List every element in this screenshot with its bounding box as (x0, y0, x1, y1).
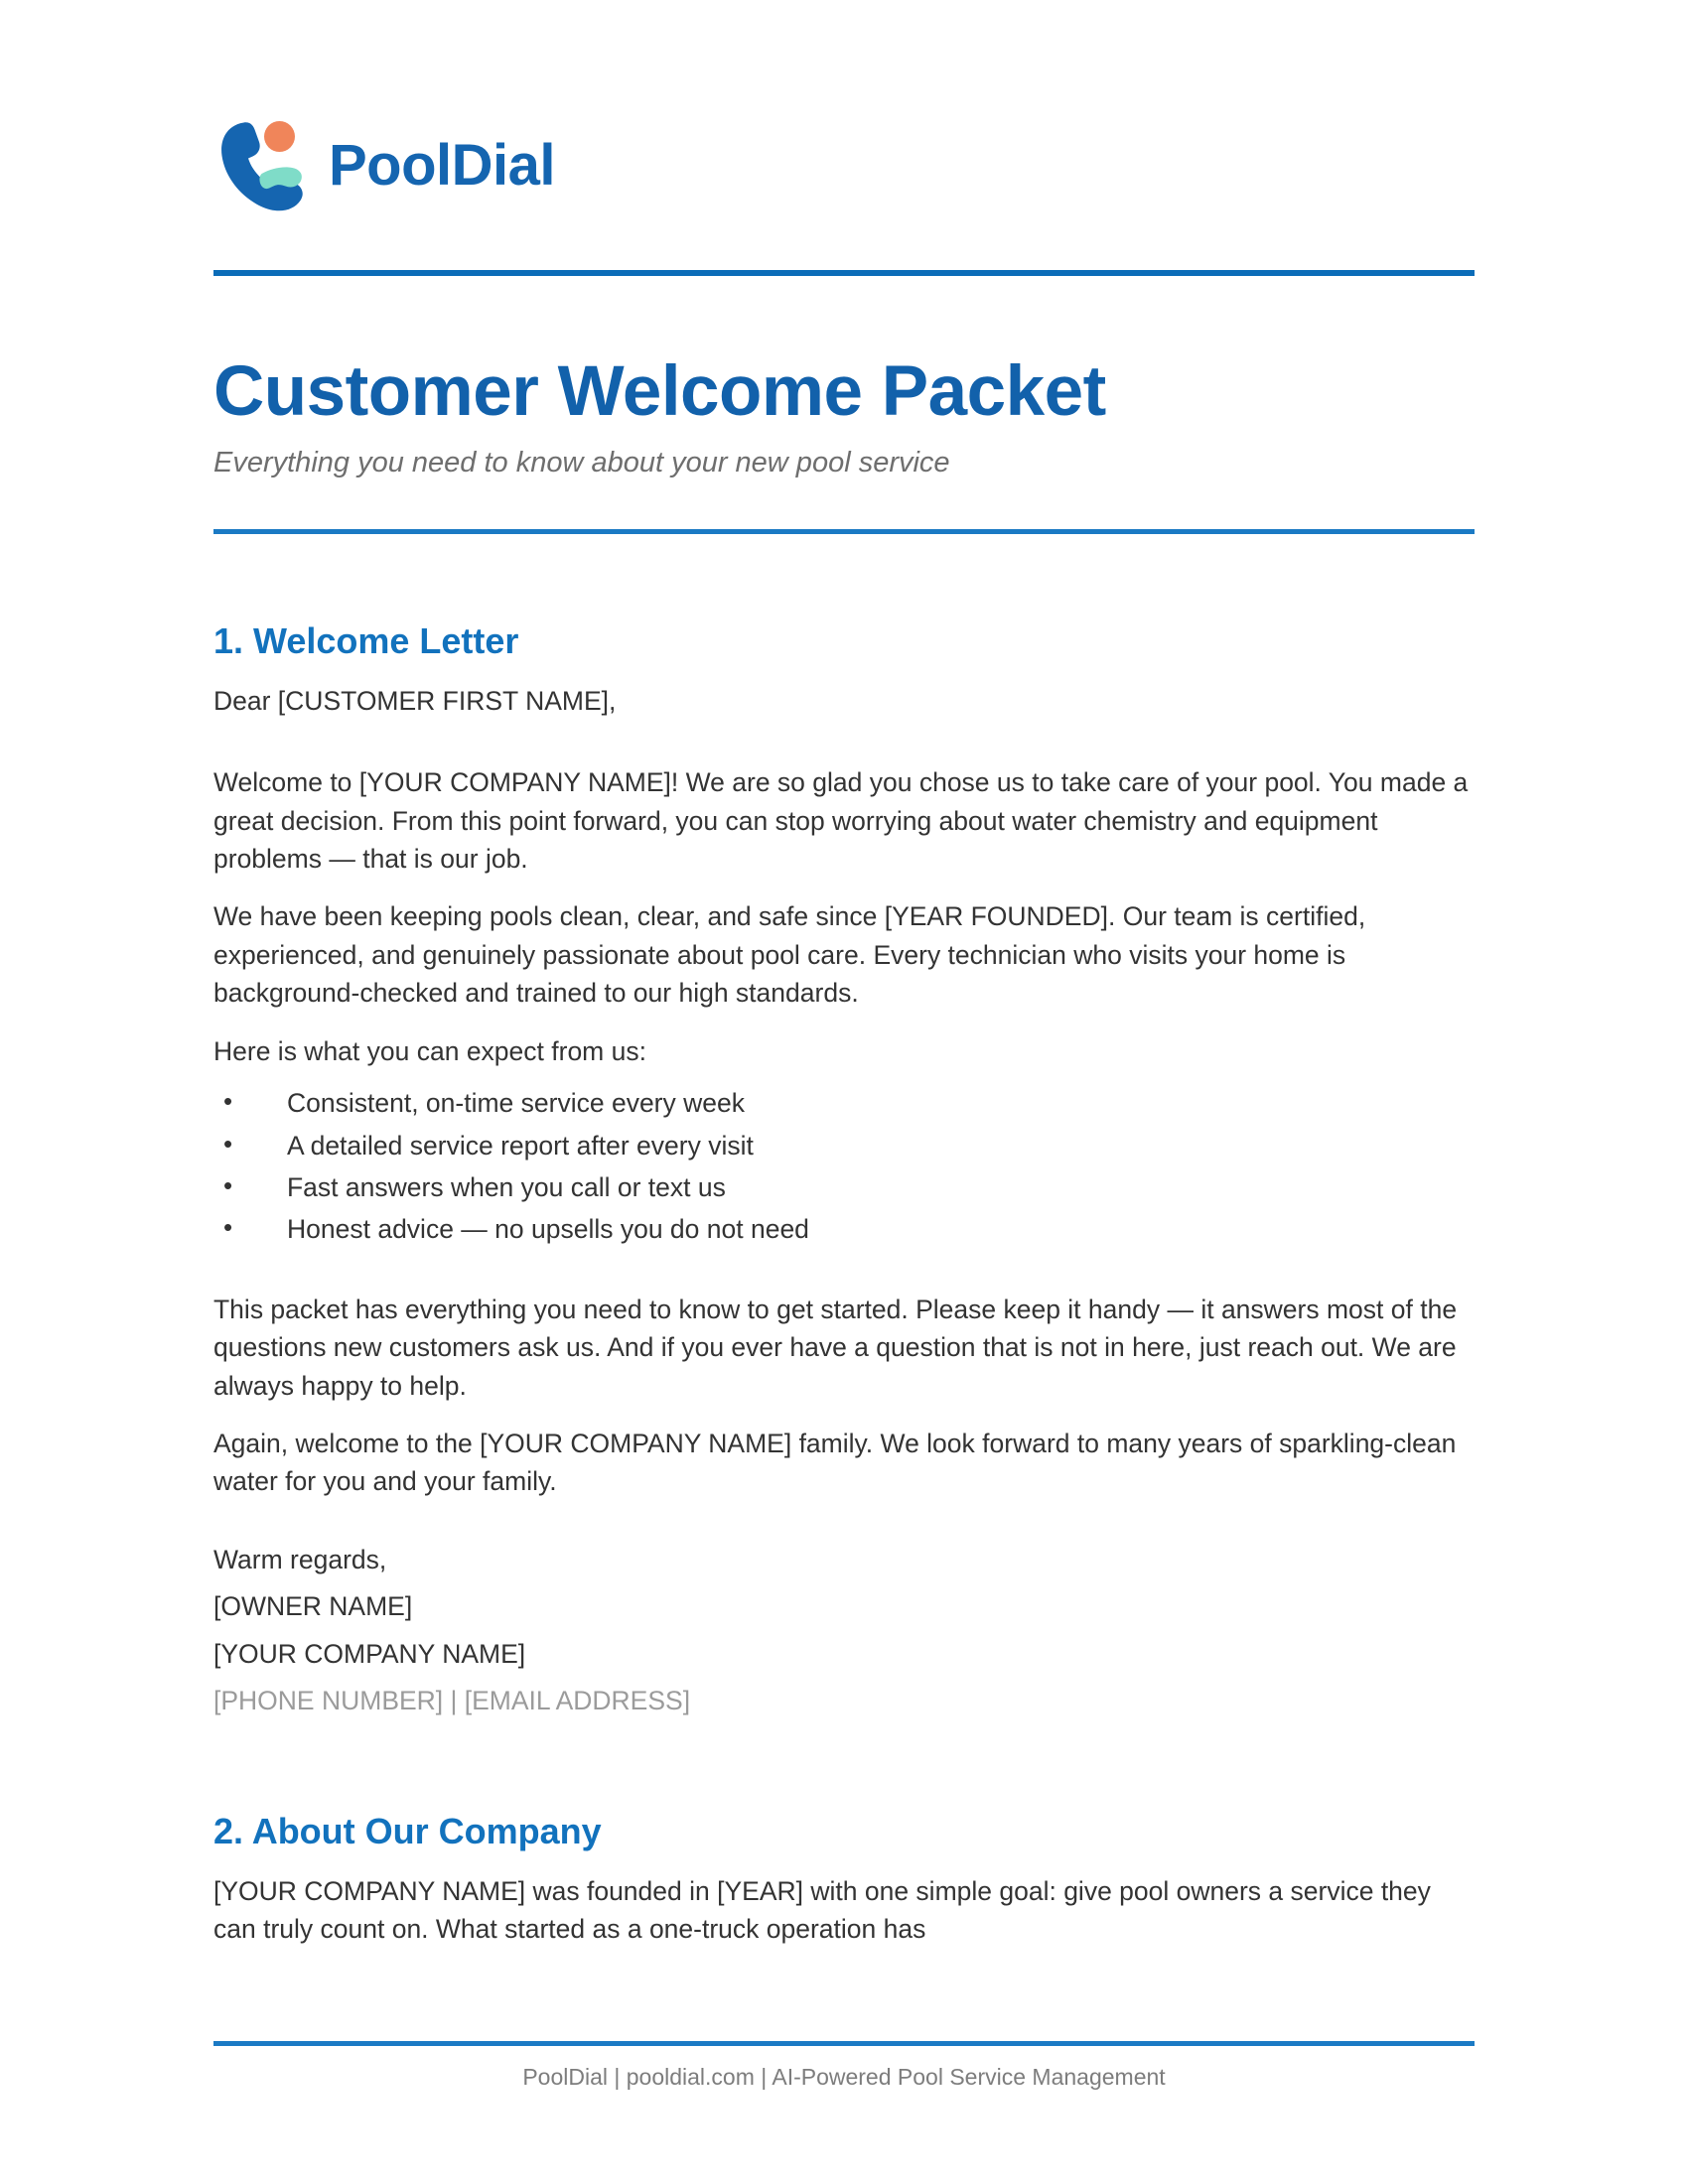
paragraph-packet: This packet has everything you need to know to get started. Please keep it handy — it answers most of the questions new customers ask us. And if you ever have a question that is not in here, just reach out. We are always happy to help. (213, 1294, 1458, 1401)
brand-logo (213, 117, 1475, 214)
signature-owner: [OWNER NAME] (213, 1591, 413, 1622)
section-about-company (213, 1718, 1475, 1949)
list-item: • A detailed service report after every visit (213, 1127, 1475, 1164)
expectations-list (213, 1084, 1475, 1249)
signature-closing: Warm regards, (213, 1544, 387, 1574)
paragraph-expect-intro: Here is what you can expect from us: (213, 1035, 646, 1066)
paragraph-again-welcome: Again, welcome to the [YOUR COMPANY NAME] family. We look forward to many years of sparkling-clean water for you and your family. (213, 1429, 1457, 1497)
title-block (213, 276, 1475, 534)
salutation: Dear [CUSTOMER FIRST NAME], (213, 685, 617, 716)
document-header (213, 0, 1475, 276)
list-item: • Fast answers when you call or text us (213, 1168, 1475, 1206)
page-subtitle: Everything you need to know about your new pool service (213, 446, 950, 478)
list-item: • Consistent, on-time service every week (213, 1084, 1475, 1122)
paragraph-welcome: Welcome to [YOUR COMPANY NAME]! We are so glad you chose us to take care of your pool. You made a great decision. From this point forward, you can stop worrying about water chemistry and equipment problems — that is our job. (213, 767, 1469, 874)
section-heading-2: 2. About Our Company (213, 1810, 602, 1851)
signature-contact: [PHONE NUMBER] | [EMAIL ADDRESS] (213, 1686, 691, 1716)
signature-company: [YOUR COMPANY NAME] (213, 1638, 526, 1669)
page-title: Customer Welcome Packet (213, 352, 1106, 431)
list-item: • Honest advice — no upsells you do not need (213, 1210, 1475, 1248)
footer-divider (213, 2041, 1475, 2046)
signature-block (213, 1543, 1475, 1718)
phone-handset-with-sun-and-wave-icon (213, 117, 317, 214)
paragraph-about: [YOUR COMPANY NAME] was founded in [YEAR] with one simple goal: give pool owners a service they can truly count on. What started as a one-truck operation has (213, 1875, 1431, 1945)
section-welcome-letter (213, 534, 1475, 1718)
footer-text: PoolDial | pooldial.com | AI-Powered Pool Service Management (522, 2064, 1166, 2091)
brand-wordmark: PoolDial (329, 133, 556, 198)
document-footer (213, 2041, 1475, 2093)
section-heading-1: 1. Welcome Letter (213, 619, 519, 661)
paragraph-experience: We have been keeping pools clean, clear, and safe since [YEAR FOUNDED]. Our team is certified, experienced, and genuinely passionate about pool care. Every technician who visits your home is background-checked and trained to our high standards. (213, 901, 1366, 1009)
